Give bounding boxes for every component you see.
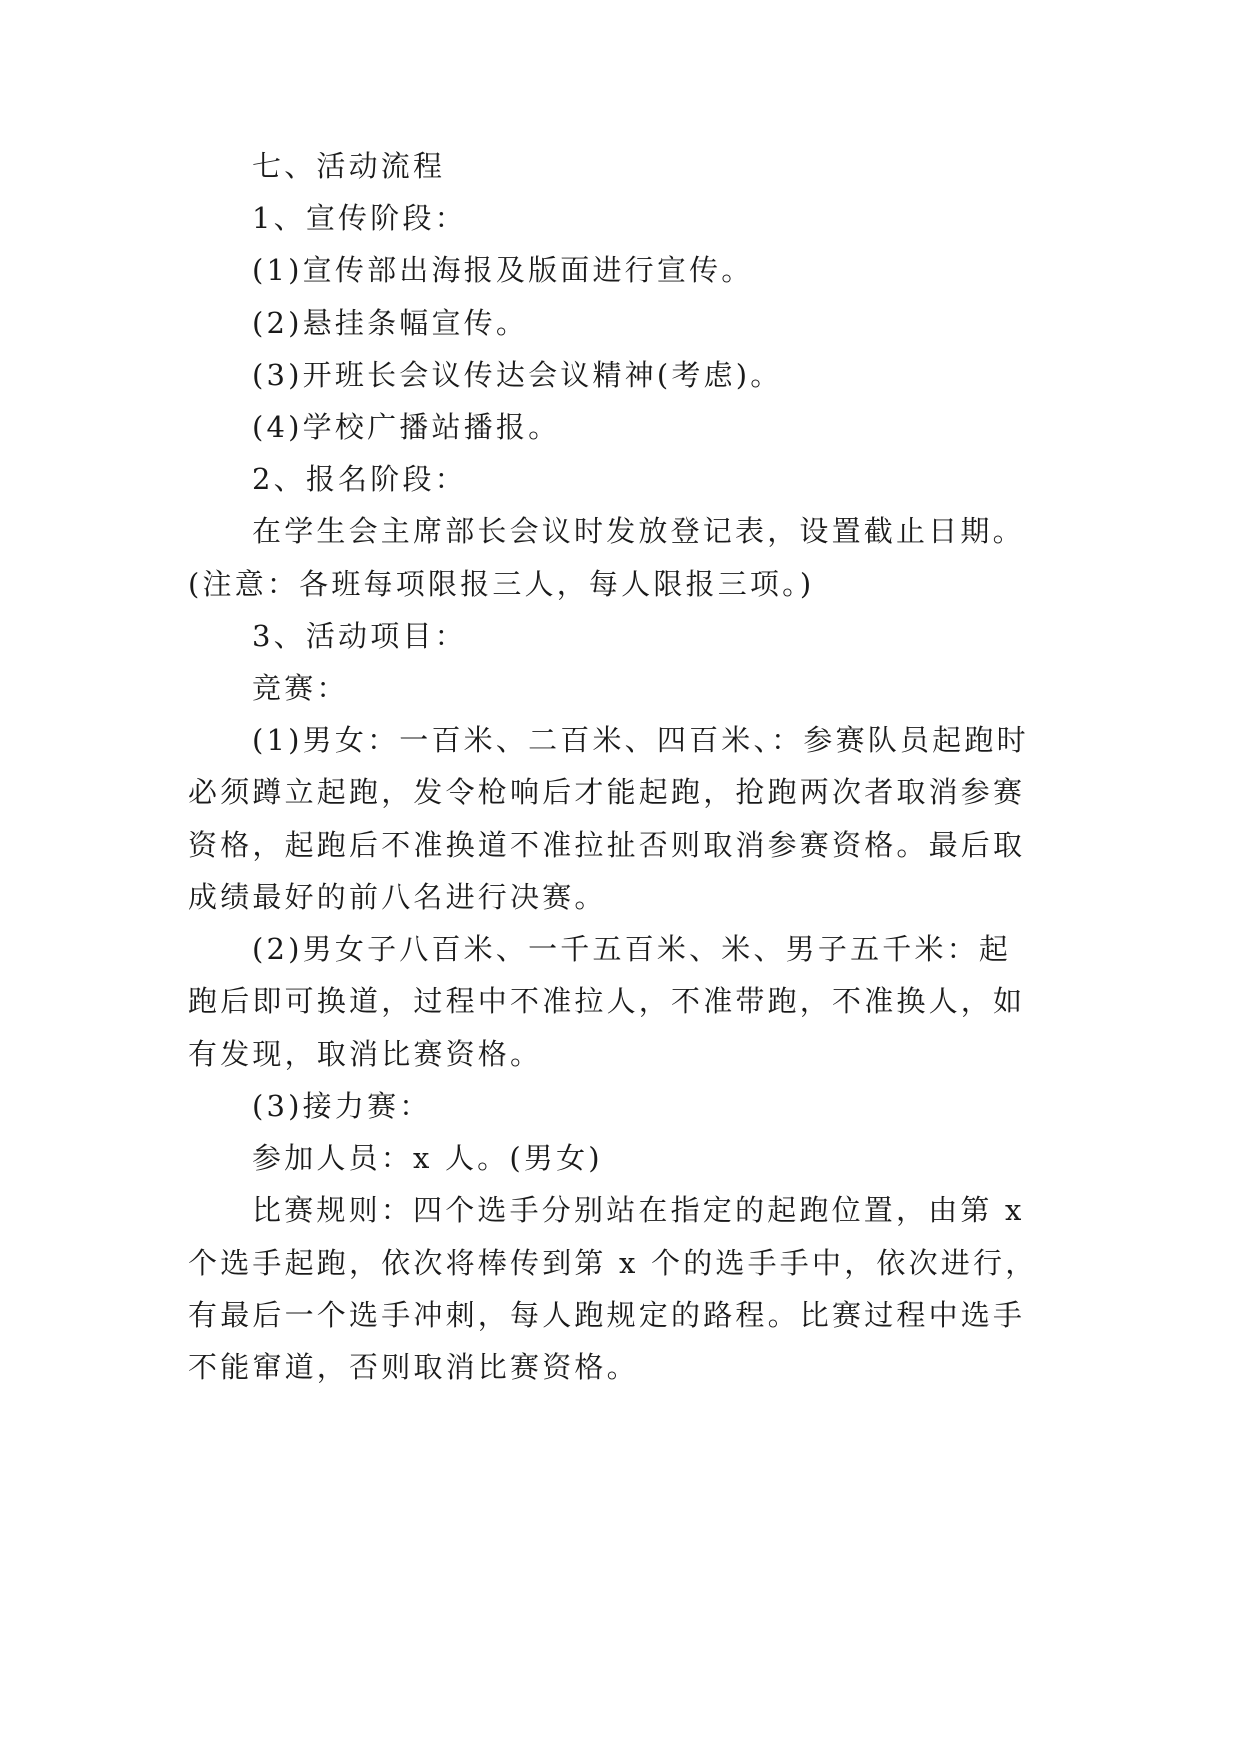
stage3-rules-line-1: 比赛规则：四个选手分别站在指定的起跑位置，由第 x (252, 1193, 1025, 1227)
stage3-subtitle: 竞赛： (252, 671, 349, 705)
stage3-item2-line-2: 跑后即可换道，过程中不准拉人，不准带跑，不准换人，如 (188, 984, 1026, 1018)
stage3-item1-line-3: 资格，起跑后不准换道不准拉扯否则取消参赛资格。最后取 (188, 828, 1026, 862)
stage3-item1-line-1: (1)男女：一百米、二百米、四百米、：参赛队员起跑时 (252, 723, 1029, 757)
stage3-item2-line-3: 有发现，取消比赛资格。 (188, 1037, 543, 1071)
stage3-item1-line-2: 必须蹲立起跑，发令枪响后才能起跑，抢跑两次者取消参赛 (188, 775, 1026, 809)
stage2-title: 2、报名阶段： (252, 462, 467, 496)
stage1-item-1: (1)宣传部出海报及版面进行宣传。 (252, 253, 754, 287)
stage3-rules-line-3: 有最后一个选手冲刺，每人跑规定的路程。比赛过程中选手 (188, 1298, 1026, 1332)
stage2-paragraph-line-2: (注意：各班每项限报三人，每人限报三项。) (188, 567, 815, 601)
stage1-item-4: (4)学校广播站播报。 (252, 410, 561, 444)
stage3-title: 3、活动项目： (252, 619, 467, 653)
stage1-item-3: (3)开班长会议传达会议精神(考虑)。 (252, 358, 783, 392)
stage1-title: 1、宣传阶段： (252, 201, 467, 235)
stage2-paragraph-line-1: 在学生会主席部长会议时发放登记表，设置截止日期。 (252, 514, 1025, 548)
stage3-rules-line-2: 个选手起跑，依次将棒传到第 x 个的选手手中，依次进行， (188, 1246, 1038, 1280)
stage3-participants: 参加人员：x 人。(男女) (252, 1141, 603, 1175)
stage3-rules-line-4: 不能窜道，否则取消比赛资格。 (188, 1350, 639, 1384)
section-heading: 七、活动流程 (252, 149, 446, 183)
stage3-item2-line-1: (2)男女子八百米、一千五百米、米、男子五千米：起 (252, 932, 1012, 966)
stage3-item3-title: (3)接力赛： (252, 1089, 432, 1123)
stage3-item1-line-4: 成绩最好的前八名进行决赛。 (188, 880, 607, 914)
stage1-item-2: (2)悬挂条幅宣传。 (252, 306, 529, 340)
